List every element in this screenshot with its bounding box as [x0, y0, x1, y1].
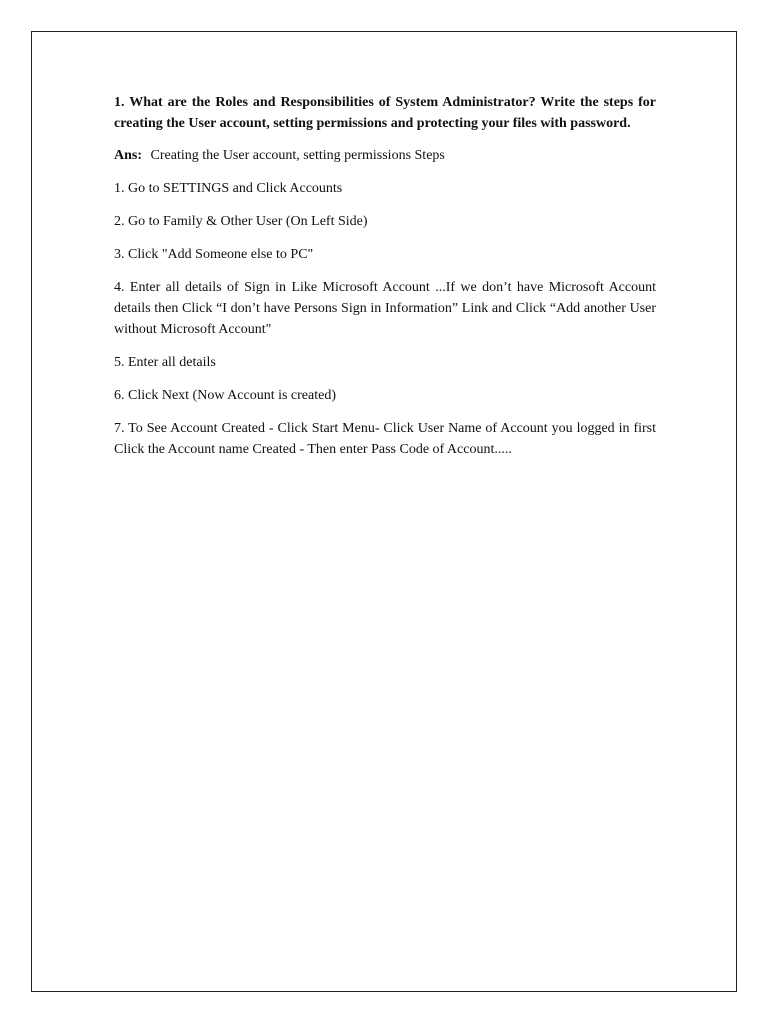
step-6: 6. Click Next (Now Account is created) [114, 388, 336, 403]
answer-text: Creating the User account, setting permissions Steps [150, 148, 445, 163]
document-content [114, 92, 656, 472]
answer-line [114, 145, 656, 166]
step-1: 1. Go to SETTINGS and Click Accounts [114, 181, 343, 196]
step-4: 4. Enter all details of Sign in Like Microsoft Account ...If we don’t have Microsoft Account details then Click “I don’t have Persons Sign in Information” Link and Click “Add another User without Microsoft Account" [114, 280, 656, 337]
question-text: 1. What are the Roles and Responsibilities of System Administrator? Write the steps for creating the User account, setting permissions and protecting your files with password. [114, 95, 656, 131]
step-7: 7. To See Account Created - Click Start Menu- Click User Name of Account you logged in first Click the Account name Created - Then enter Pass Code of Account..... [114, 421, 656, 457]
document-page [31, 31, 737, 992]
step-5: 5. Enter all details [114, 355, 216, 370]
answer-label: Ans: [114, 148, 143, 163]
step-2: 2. Go to Family & Other User (On Left Side) [114, 214, 368, 229]
step-3: 3. Click "Add Someone else to PC" [114, 247, 314, 262]
